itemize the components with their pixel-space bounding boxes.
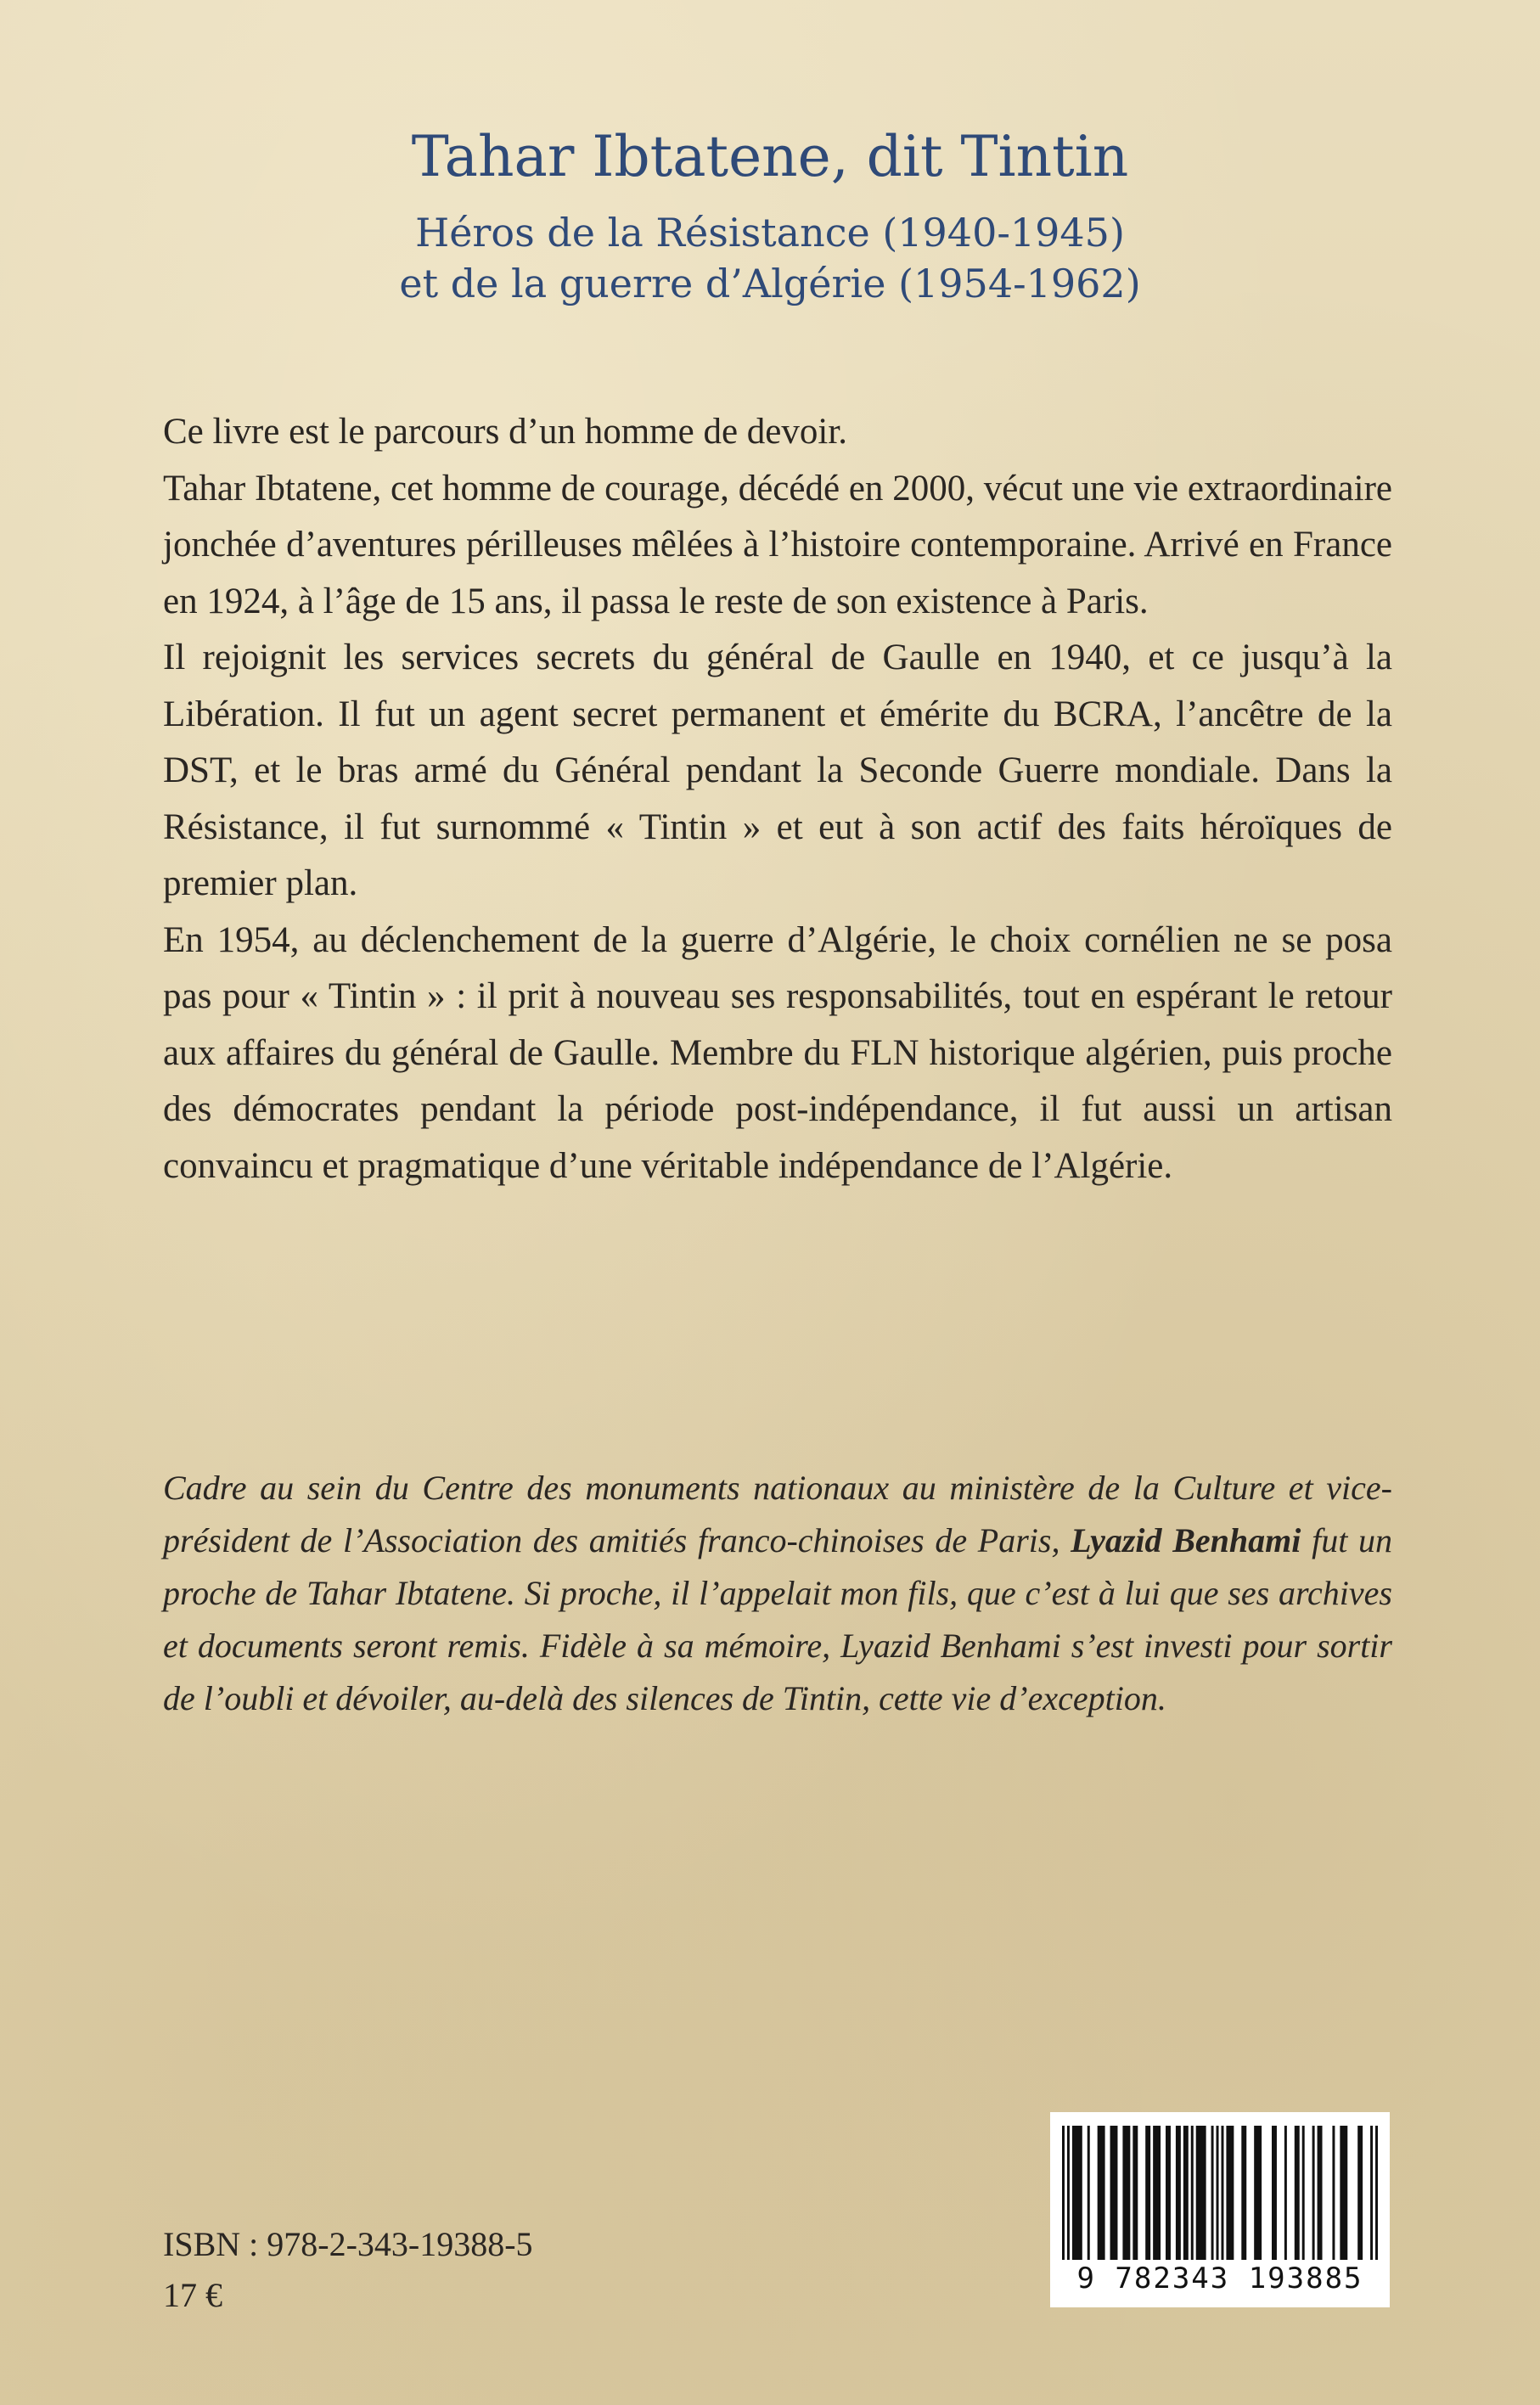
barcode-bar (1122, 2126, 1130, 2260)
barcode-bar (1196, 2126, 1206, 2260)
barcode-bar (1153, 2126, 1161, 2260)
book-subtitle (0, 207, 1540, 309)
barcode-bar (1302, 2126, 1305, 2260)
barcode-bar (1318, 2126, 1323, 2260)
barcode-bar (1110, 2126, 1118, 2260)
author-name: Lyazid Benhami (1071, 1521, 1301, 1559)
barcode-bar (1191, 2126, 1194, 2260)
description-paragraph: Il rejoignit les services secrets du général de Gaulle en 1940, et ce jusqu’à la Libération. Il fut un agent secret permanent et émérite du BCRA, l’ancêtre de la DST, et le bras armé du Général pendant la Seconde Guerre mondiale. Dans la Résistance, il fut surnommé « Tintin » et eut à son actif des faits héroïques de premier plan. (163, 638, 1392, 903)
barcode-bar (1357, 2126, 1363, 2260)
barcode-bar (1133, 2126, 1138, 2260)
barcode-bar (1340, 2126, 1347, 2260)
book-description (163, 404, 1392, 1194)
barcode-bar (1145, 2126, 1150, 2260)
barcode-bar (1067, 2126, 1070, 2260)
barcode-number: 9 782343 193885 (1076, 2262, 1363, 2295)
barcode-bar (1176, 2126, 1181, 2260)
author-bio (163, 1462, 1392, 1725)
barcode-bar (1217, 2126, 1219, 2260)
barcode-bar (1241, 2126, 1246, 2260)
barcode-bar (1254, 2126, 1262, 2260)
price: 17 € (163, 2276, 222, 2314)
barcode-bar (1221, 2126, 1223, 2260)
barcode-bar (1098, 2126, 1105, 2260)
barcode-bar (1183, 2126, 1189, 2260)
barcode-bars (1062, 2126, 1378, 2260)
isbn: ISBN : 978-2-343-19388-5 (163, 2225, 533, 2263)
subtitle-line-2: et de la guerre d’Algérie (1954-1962) (399, 261, 1141, 306)
description-paragraph: En 1954, au déclenchement de la guerre d’Algérie, le choix cornélien ne se posa pas pour « Tintin » : il prit à nouveau ses responsabilités, tout en espérant le retour aux affaires du général de Gaulle. Membre du FLN historique algérien, puis proche des démocrates pendant la période post-indépendance, il fut aussi un artisan convaincu et pragmatique d’une véritable indépendance de l’Algérie. (163, 919, 1392, 1186)
barcode-bar (1226, 2126, 1234, 2260)
barcode (1050, 2112, 1390, 2307)
author-bio-text-before: Cadre au sein du Centre des monuments nationaux au ministère de la Culture et vice-président de l’Association des amitiés franco-chinoises de Paris, (163, 1469, 1392, 1559)
description-paragraph: Tahar Ibtatene, cet homme de courage, décédé en 2000, vécut une vie extraordinaire jonchée d’aventures périlleuses mêlées à l’histoire contemporaine. Arrivé en France en 1924, à l’âge de 15 ans, il passa le reste de son existence à Paris. (163, 468, 1392, 621)
publication-info (163, 2219, 533, 2321)
cover-header (0, 119, 1540, 309)
description-paragraph: Ce livre est le parcours d’un homme de devoir. (163, 412, 848, 452)
barcode-bar (1062, 2126, 1065, 2260)
barcode-bar (1295, 2126, 1300, 2260)
author-bio-text-after: fut un proche de Tahar Ibtatene. Si proche, il l’appelait mon fils, que c’est à lui que ses archives et documents seront remis. Fidèle à sa mémoire, Lyazid Benhami s’est investi pour sortir de l’oubli et dévoiler, au-delà des silences de Tintin, cette vie d’exception. (163, 1521, 1392, 1717)
barcode-bar (1166, 2126, 1171, 2260)
barcode-bar (1272, 2126, 1277, 2260)
barcode-bar (1375, 2126, 1378, 2260)
barcode-bar (1211, 2126, 1214, 2260)
barcode-bar (1370, 2126, 1373, 2260)
book-title: Tahar Ibtatene, dit Tintin (411, 124, 1129, 189)
barcode-bar (1284, 2126, 1287, 2260)
barcode-bar (1088, 2126, 1090, 2260)
subtitle-line-1: Héros de la Résistance (1940-1945) (415, 210, 1125, 256)
barcode-bar (1332, 2126, 1335, 2260)
barcode-bar (1312, 2126, 1315, 2260)
barcode-bar (1072, 2126, 1082, 2260)
